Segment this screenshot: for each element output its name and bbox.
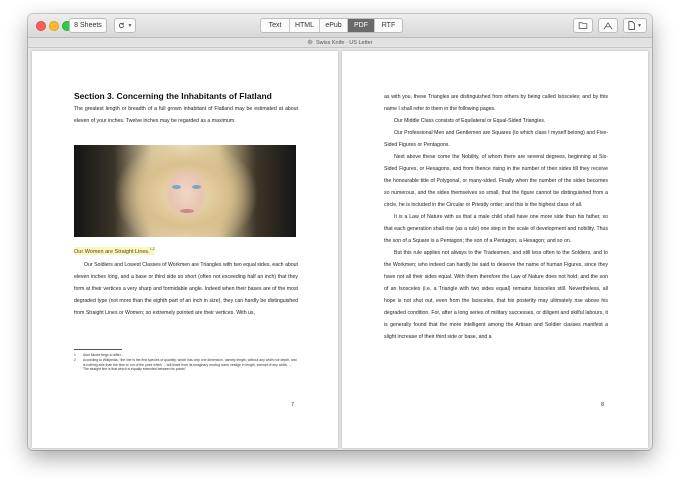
tab-rtf[interactable]: RTF bbox=[381, 22, 396, 29]
document-subtitle-bar bbox=[28, 38, 652, 48]
footnote-ref: 1,2 bbox=[149, 247, 155, 251]
tab-pdf[interactable]: PDF bbox=[348, 19, 375, 32]
body-paragraph: Our Soldiers and Lowest Classes of Workmen are Triangles with two equal sides, each about eleven inches long, and a base or third side so short (often not exceeding half an inch) that they form at their vertices a very sharp and formidable angle. Indeed when their bases are of the most degraded type (not more than the eighth part of an inch in size), they can hardly be distinguished from Straight Lines or Women; so extremely pointed are their vertices. With us, bbox=[74, 262, 298, 316]
format-tab-group bbox=[260, 18, 403, 33]
highlighted-subheading bbox=[74, 247, 155, 255]
app-window bbox=[28, 14, 652, 450]
intro-paragraph: The greatest length or breadth of a full grown inhabitant of Flatland may be estimated at about eleven of your inches. Twelve inches may be regarded as a maximum. bbox=[74, 106, 298, 124]
document-icon bbox=[628, 21, 635, 30]
font-icon bbox=[603, 22, 613, 30]
page-number: 7 bbox=[290, 402, 294, 408]
page-8 bbox=[342, 51, 648, 448]
footnote-divider bbox=[74, 349, 122, 350]
tab-text[interactable]: Text bbox=[261, 19, 290, 32]
folder-icon bbox=[578, 22, 588, 29]
chevron-down-icon: ▼ bbox=[637, 22, 642, 29]
footnote-number: 2 bbox=[74, 358, 76, 363]
tab-html[interactable]: HTML bbox=[290, 19, 320, 32]
image-detail bbox=[192, 185, 201, 189]
template-label: Swiss Knife · US Letter bbox=[315, 40, 373, 46]
tab-epub[interactable]: ePub bbox=[320, 19, 348, 32]
preview-area[interactable] bbox=[28, 49, 652, 450]
paragraph: Our Professional Men and Gentlemen are Squares (to which class I myself belong) and Five-Sided Figures or Pentagons. bbox=[384, 130, 608, 148]
chevron-down-icon: ▼ bbox=[127, 22, 133, 29]
footnote-number: 1 bbox=[74, 353, 76, 357]
paragraph: It is a Law of Nature with us that a male child shall have one more side than his father, so that each generation shall rise (as a rule) one step in the scale of development and nobility. Thus the son of a Square is a Pentagon; the son of a Pentagon, a Hexagon; and so on. bbox=[384, 214, 608, 244]
subheading-text: Our Women are Straight Lines. bbox=[74, 248, 150, 255]
section-heading: Section 3. Concerning the Inhabitants of Flatland bbox=[74, 91, 272, 101]
refresh-icon bbox=[118, 22, 125, 29]
image-detail bbox=[172, 185, 181, 189]
paragraph: Next above these come the Nobility, of whom there are several degrees, beginning at Six-Sided Figures, or Hexagons, and from thence rising in the number of their sides till they receive the honourable title of Polygonal, or many-sided. Finally when the number of the sides becomes so numerous, and the sides themselves so small, that the figure cannot be distinguished from a circle, he is included in the Circular or Priestly order; and this is the highest class of all. bbox=[384, 154, 608, 208]
gear-icon bbox=[307, 39, 313, 45]
export-button[interactable] bbox=[623, 18, 647, 33]
paragraph: as with you, these Triangles are distinguished from others by being called Isosceles; and by this name I shall refer to them in the following pages. bbox=[384, 94, 608, 112]
sheets-button[interactable] bbox=[69, 18, 107, 33]
page-number: 8 bbox=[600, 402, 604, 408]
footnote-text: Alan Moore begs to differ... bbox=[83, 353, 124, 357]
page-7 bbox=[32, 51, 338, 448]
footnote-text: According to Wikipedia, "the line is the first species of quantity, which has only one dimension, namely length, without any width nor depth, and is nothing else than the flow or run of the point which ... will leave from its imaginary moving some vestige in length, exempt of any width. ... The straight line is that which is equally extended between its points" bbox=[83, 358, 297, 371]
footnote bbox=[74, 358, 298, 371]
open-folder-button[interactable] bbox=[573, 18, 593, 33]
toolbar bbox=[28, 14, 652, 38]
paragraph: Our Middle Class consists of Equilateral or Equal-Sided Triangles. bbox=[394, 118, 546, 124]
minimize-window-button[interactable] bbox=[49, 21, 59, 31]
body-text bbox=[384, 91, 608, 343]
close-window-button[interactable] bbox=[36, 21, 46, 31]
refresh-button[interactable] bbox=[114, 18, 136, 33]
paragraph: But this rule applies not always to the Tradesmen, and still less often to the Soldiers, and to the Workmen; who indeed can hardly be said to deserve the name of human Figures, since they have not all their sides equal. With them therefore the Law of Nature does not hold; and the son of an Isosceles (i.e. a Triangle with two sides equal) remains Isosceles still. Nevertheless, all hope is not shut out, even from the Isosceles, that his posterity may ultimately rise above his degraded condition. For, after a long series of military successes, or diligent and skilful labours, it is generally found that the more intelligent among the Artisan and Soldier classes manifest a slight increase of their third side or base, and a bbox=[384, 250, 608, 340]
portrait-image bbox=[74, 145, 296, 237]
footnotes bbox=[74, 353, 298, 372]
image-detail bbox=[180, 209, 194, 213]
footnote bbox=[74, 353, 298, 357]
sheets-label: 8 Sheets bbox=[74, 22, 102, 29]
font-button[interactable] bbox=[598, 18, 618, 33]
